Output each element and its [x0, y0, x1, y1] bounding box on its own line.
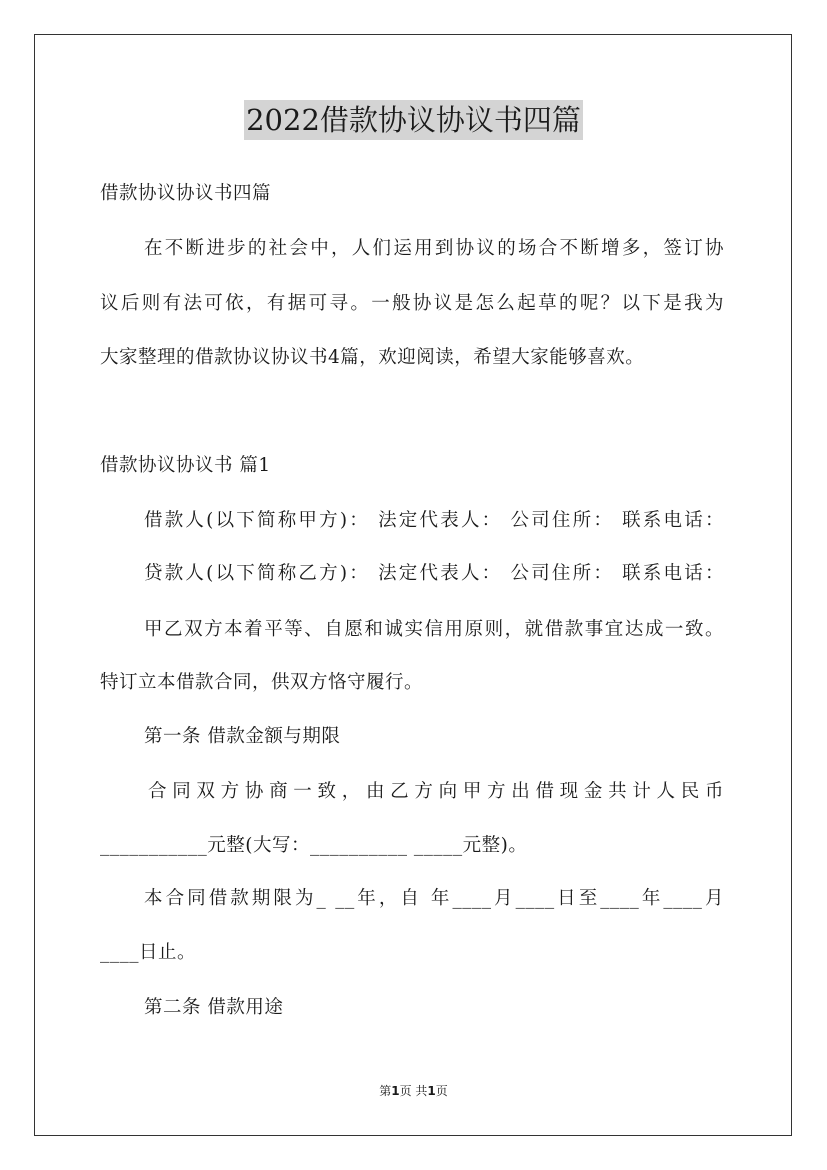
article2-heading: 第二条 借款用途	[144, 997, 284, 1018]
intro-line-3: 大家整理的借款协议协议书4篇，欢迎阅读，希望大家能够喜欢。	[100, 347, 645, 368]
document-subtitle: 借款协议协议书四篇	[100, 183, 272, 204]
term-line-2: ____日止。	[100, 942, 197, 963]
document-title: 2022借款协议协议书四篇	[244, 100, 583, 140]
principle-line-1: 甲乙双方本着平等、自愿和诚实信用原则，就借款事宜达成一致。	[144, 619, 724, 640]
principle-line-2: 特订立本借款合同，供双方恪守履行。	[100, 672, 424, 693]
term-line-1: 本合同借款期限为_ __年，自 年____月____日至____年____月	[144, 888, 724, 909]
amount-line-1: 合同双方协商一致，由乙方向甲方出借现金共计人民币	[148, 781, 724, 802]
footer-page-prefix: 第	[379, 1084, 392, 1098]
footer-page-current: 1	[391, 1084, 400, 1098]
footer-page-suffix: 页	[435, 1084, 448, 1098]
amount-line-2: ___________元整(大写：__________ _____元整)。	[100, 835, 528, 856]
borrower-line: 借款人(以下简称甲方)： 法定代表人： 公司住所： 联系电话：	[144, 510, 724, 531]
page-footer	[0, 1083, 827, 1099]
article1-heading: 第一条 借款金额与期限	[144, 726, 341, 747]
title-container	[0, 100, 827, 140]
intro-line-1: 在不断进步的社会中，人们运用到协议的场合不断增多，签订协	[144, 238, 724, 259]
footer-page-mid: 页 共	[399, 1084, 428, 1098]
intro-line-2: 议后则有法可依，有据可寻。一般协议是怎么起草的呢？以下是我为	[100, 293, 724, 314]
footer-page-total: 1	[427, 1084, 436, 1098]
lender-line: 贷款人(以下简称乙方)： 法定代表人： 公司住所： 联系电话：	[144, 563, 724, 584]
section-heading: 借款协议协议书 篇1	[100, 455, 271, 476]
